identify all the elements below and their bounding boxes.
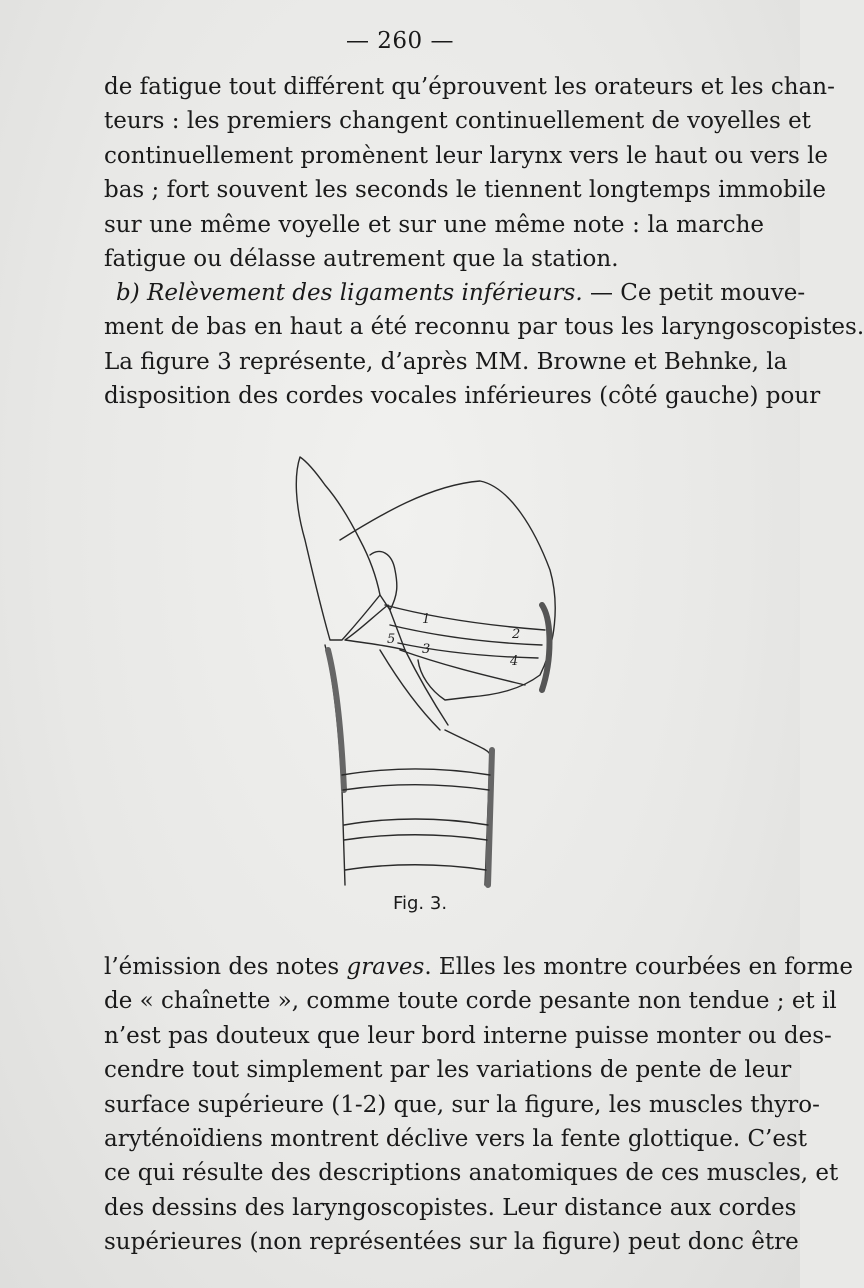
text-line: n’est pas douteux que leur bord interne puisse monter ou des- bbox=[104, 1022, 832, 1049]
trachea-left-shade bbox=[328, 650, 344, 790]
paragraph-1 bbox=[104, 70, 835, 276]
figure-label-2: 2 bbox=[512, 627, 521, 642]
tracheal-ring-3 bbox=[345, 865, 486, 870]
text-line: continuellement promènent leur larynx vers le haut ou vers le bbox=[104, 142, 829, 169]
paragraph-2 bbox=[104, 276, 864, 414]
figure-label-3: 3 bbox=[422, 642, 431, 657]
text-line bbox=[104, 276, 806, 310]
text-line: bas ; fort souvent les seconds le tiennent longtemps immobile bbox=[104, 177, 827, 204]
vocal-ligament-4 bbox=[400, 650, 525, 685]
section-lead-text: — Ce petit mouve- bbox=[582, 280, 806, 306]
epiglottis-outline bbox=[296, 457, 380, 640]
text-line: de fatigue tout différent qu’éprouvent les orateurs et les chan- bbox=[104, 74, 835, 100]
figure-label-5: 5 bbox=[387, 632, 396, 647]
text-fragment: l’émission des notes bbox=[104, 954, 347, 980]
figure-label-4: 4 bbox=[510, 654, 519, 669]
text-line: aryténoïdiens montrent déclive vers la fente glottique. C’est bbox=[104, 1126, 808, 1153]
text-line: surface supérieure (1-2) que, sur la figure, les muscles thyro- bbox=[104, 1091, 820, 1118]
tracheal-ring-1b bbox=[343, 785, 489, 790]
text-line: cendre tout simplement par les variations de pente de leur bbox=[104, 1057, 792, 1084]
text-line: disposition des cordes vocales inférieures (côté gauche) pour bbox=[104, 383, 821, 410]
text-line: supérieures (non représentées sur la figure) peut donc être bbox=[104, 1229, 799, 1256]
text-line bbox=[104, 950, 853, 984]
text-line: des dessins des laryngoscopistes. Leur distance aux cordes bbox=[104, 1194, 797, 1221]
text-line: sur une même voyelle et sur une même note : la marche bbox=[104, 211, 764, 238]
right-band bbox=[542, 605, 550, 690]
trachea-right-wall bbox=[445, 730, 490, 885]
text-line: ce qui résulte des descriptions anatomiques de ces muscles, et bbox=[104, 1160, 839, 1187]
paragraph-3 bbox=[104, 950, 853, 1260]
larynx-figure bbox=[280, 445, 580, 890]
text-line: La figure 3 représente, d’après MM. Browne et Behnke, la bbox=[104, 348, 788, 375]
region-5-outline bbox=[345, 605, 405, 650]
thyroid-outline bbox=[340, 481, 555, 700]
trachea-right-shade bbox=[488, 750, 492, 885]
tracheal-ring-2b bbox=[344, 835, 487, 840]
arytenoid-cartilage bbox=[370, 551, 397, 610]
funnel-line-right bbox=[405, 650, 448, 725]
tracheal-ring-2 bbox=[344, 819, 488, 825]
section-label: b) bbox=[116, 280, 140, 306]
text-fragment: . Elles les montre courbées en forme bbox=[424, 954, 853, 980]
text-line: teurs : les premiers changent continuellement de voyelles et bbox=[104, 108, 811, 135]
section-title: Relèvement des ligaments inférieurs. bbox=[147, 280, 583, 306]
page-number: — 260 — bbox=[345, 28, 455, 54]
figure-label-1: 1 bbox=[422, 612, 431, 627]
text-line: fatigue ou délasse autrement que la station. bbox=[104, 246, 619, 273]
figure-caption: Fig. 3. bbox=[392, 893, 448, 914]
tracheal-ring-1 bbox=[342, 769, 490, 775]
vocal-ligament-1 bbox=[385, 605, 545, 630]
larynx-illustration bbox=[280, 445, 580, 890]
emphasis-graves: graves bbox=[346, 954, 425, 980]
text-line: de « chaînette », comme toute corde pesante non tendue ; et il bbox=[104, 988, 837, 1015]
text-line: ment de bas en haut a été reconnu par tous les laryngoscopistes. bbox=[104, 314, 864, 341]
funnel-line-left bbox=[380, 650, 440, 730]
